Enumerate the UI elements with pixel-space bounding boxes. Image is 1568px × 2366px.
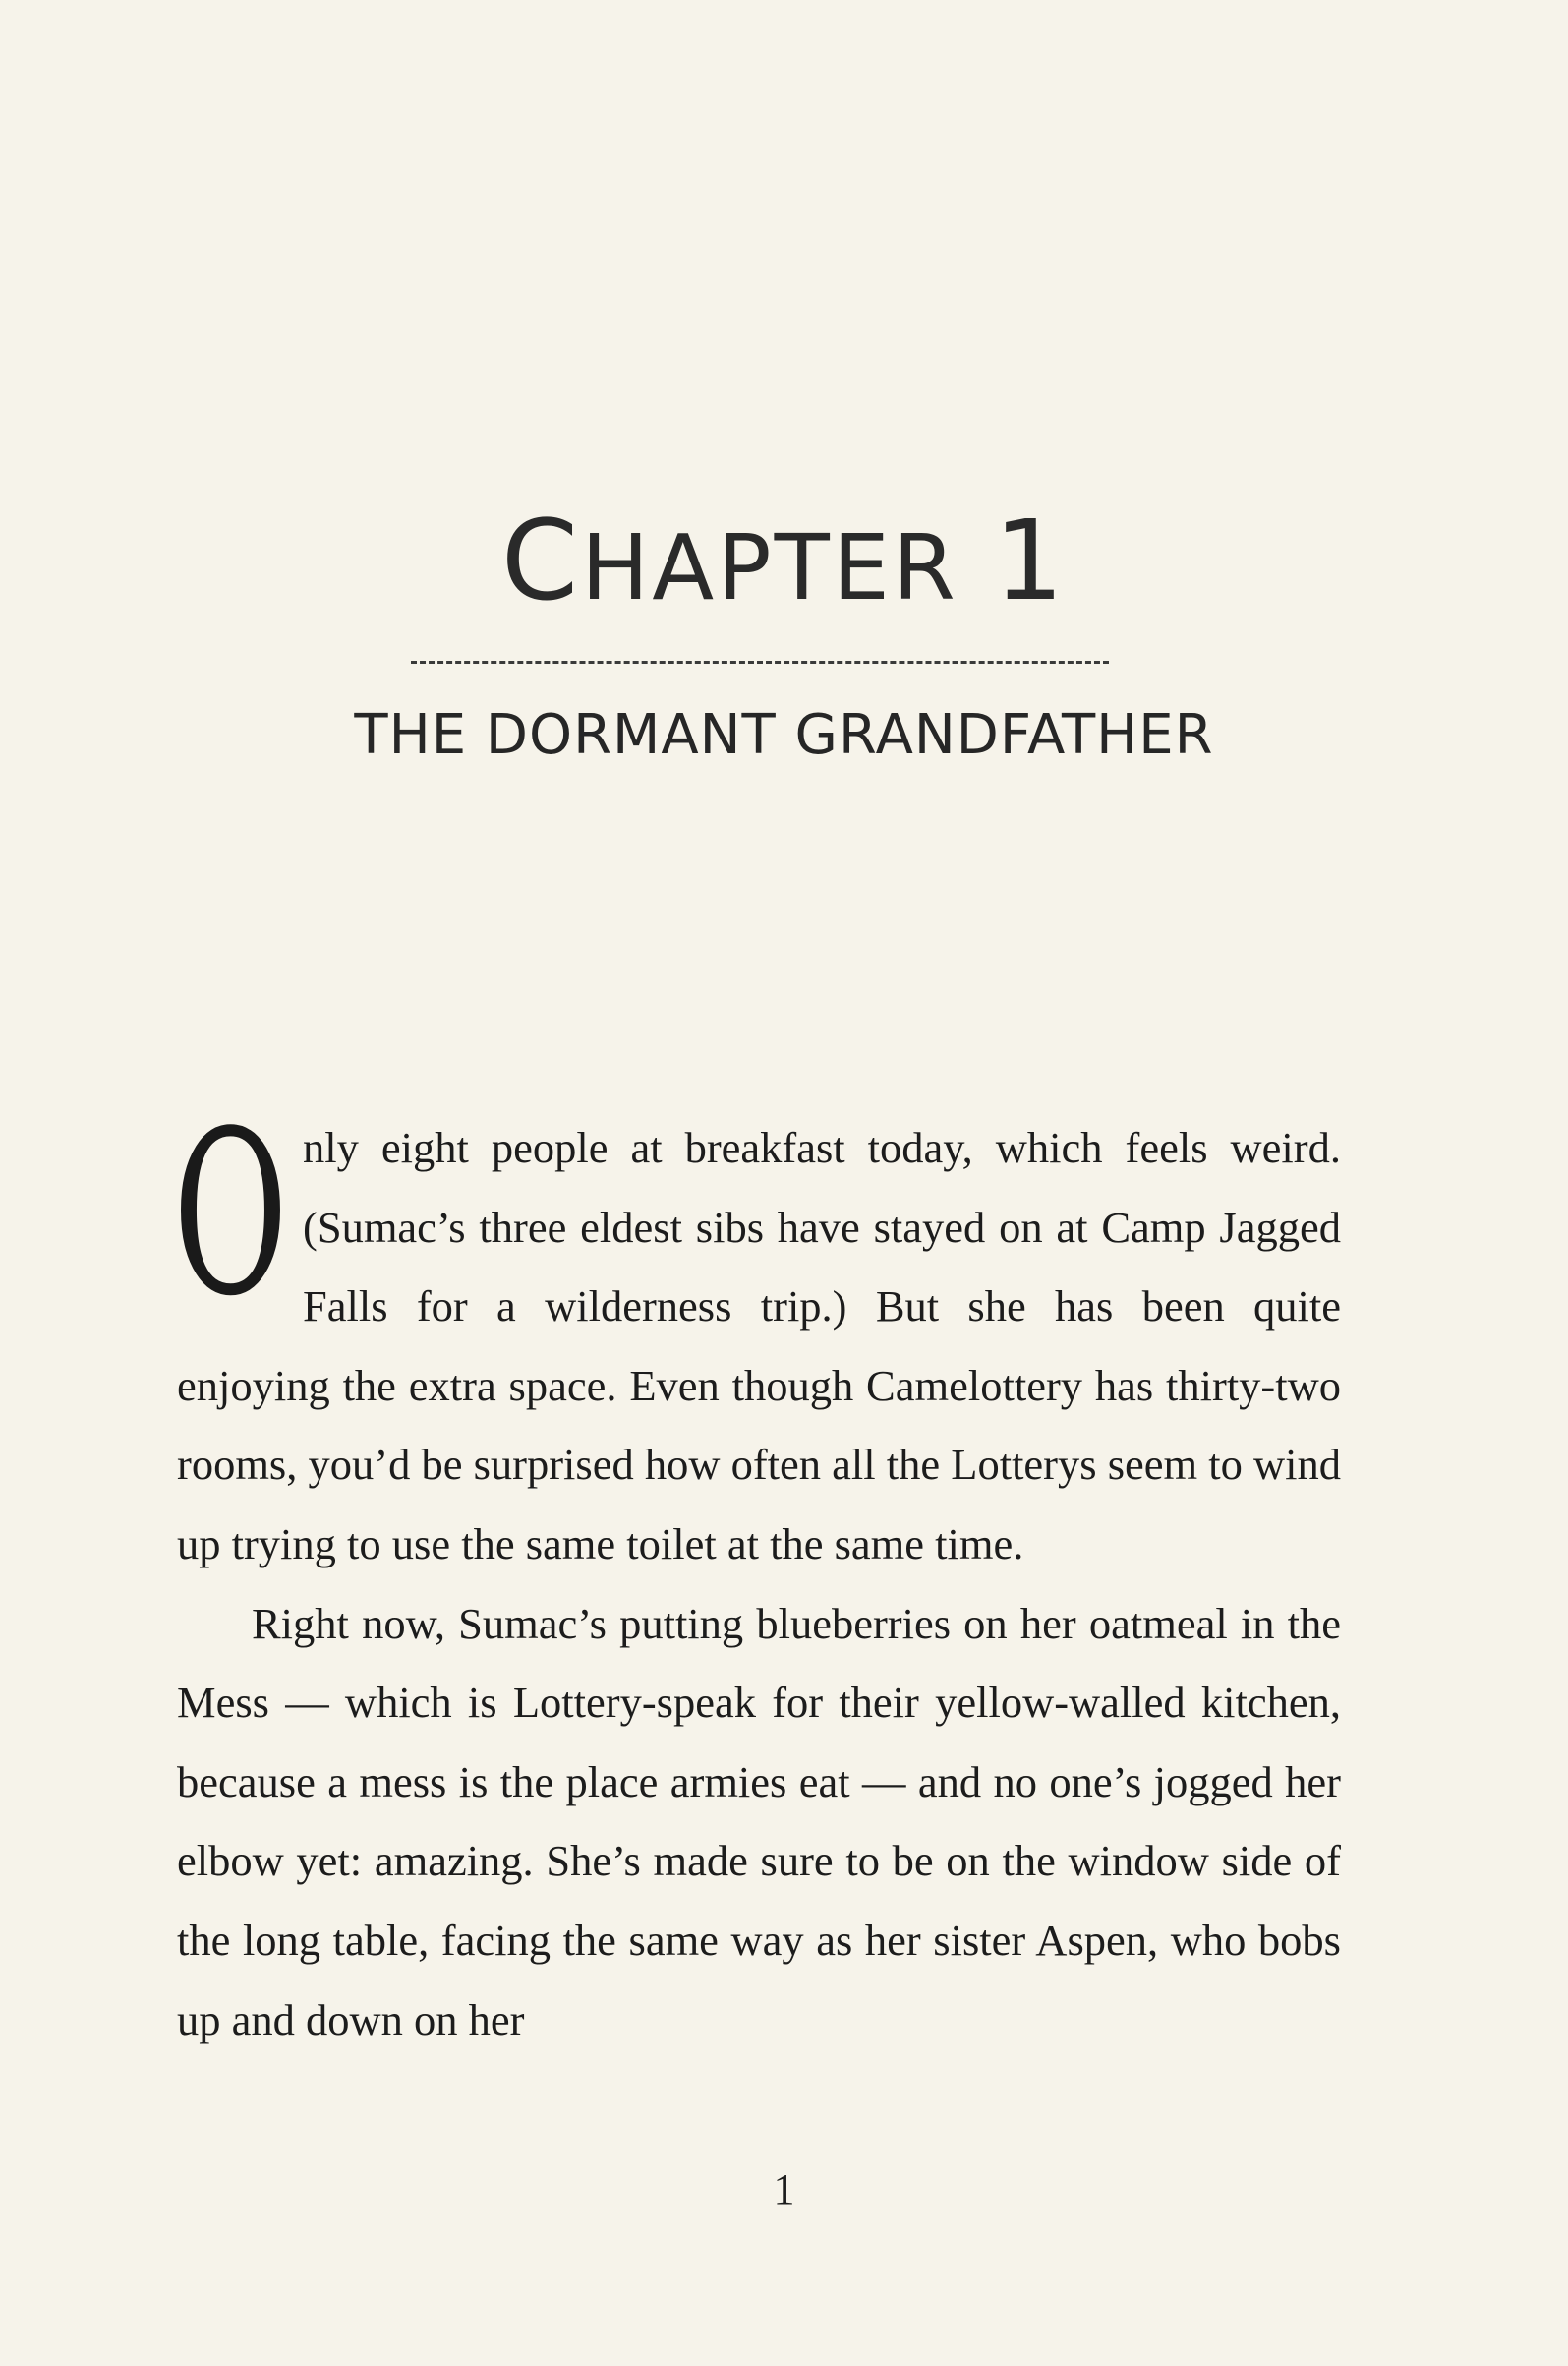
chapter-divider xyxy=(411,661,1109,664)
chapter-title: THE DORMANT GRANDFATHER xyxy=(354,703,1214,767)
paragraph xyxy=(173,1084,1341,1584)
paragraph: Right now, Sumac’s putting blueberries on her oatmeal in the Mess — which is Lottery-speak for their yellow-walled kitchen, because a mess is the place armies eat — and no one’s jogged her elbow yet: amazing. She’s made sure to be on the window side of the long table, facing the same way as her sister Aspen, who bobs up and down on her xyxy=(177,1598,1341,2044)
chapter-number: 1 xyxy=(993,498,1068,625)
chapter-body xyxy=(173,1084,1341,2059)
paragraph-1-text: nly eight people at breakfast today, which feels weird. (Sumac’s three eldest sibs have stayed on at Camp Jagged Falls for a wilderness trip.) But she has been quite enjoying the extra space. Even though Camelottery has thirty-two rooms, you’d be surprised how often all the Lotterys seem to wind up trying to use the same toilet at the same time. xyxy=(177,1123,1341,1568)
drop-cap: O xyxy=(173,1084,288,1346)
chapter-heading xyxy=(0,498,1568,625)
chapter-heading-initial: C xyxy=(500,498,582,625)
chapter-heading-word: HAPTER xyxy=(581,515,958,621)
page-number: 1 xyxy=(773,2165,795,2214)
